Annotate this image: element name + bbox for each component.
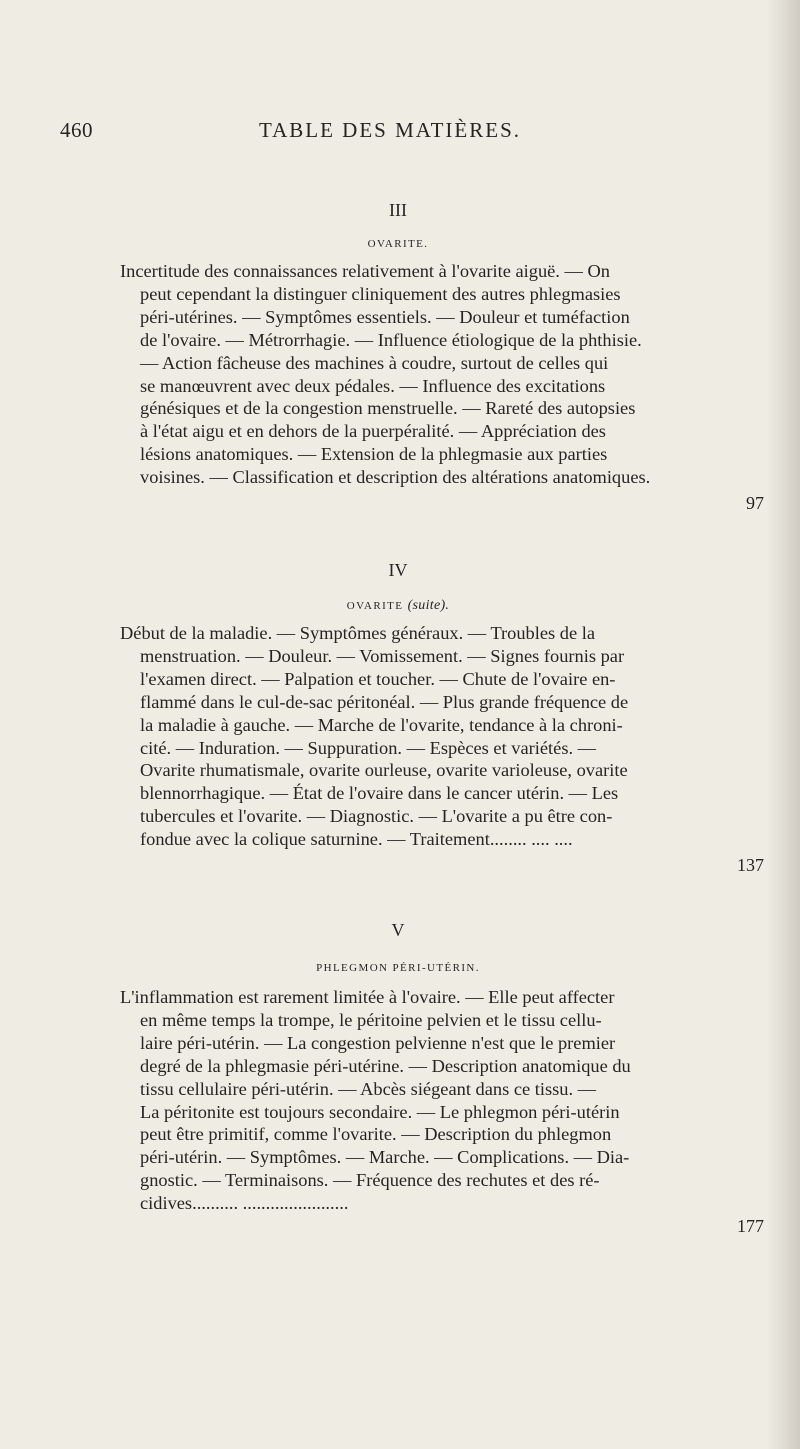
entry-line: La péritonite est toujours secondaire. — Le phlegmon péri-utérin: [140, 1101, 620, 1122]
entry-line: cité. — Induration. — Suppuration. — Espèces et variétés. —: [140, 737, 597, 758]
section-numeral: IV: [388, 560, 408, 580]
section-numeral: V: [391, 920, 405, 940]
section-heading: OVARITE.: [367, 238, 429, 250]
section-heading-text: OVARITE: [346, 600, 404, 612]
entry-line: péri-utérines. — Symptômes essentiels. — Douleur et tuméfaction: [140, 306, 630, 327]
page-number: 460: [60, 118, 93, 142]
section-heading: PHLEGMON PÉRI-UTÉRIN.: [316, 962, 480, 974]
running-title: TABLE DES MATIÈRES.: [258, 118, 522, 142]
entry-line: à l'état aigu et en dehors de la puerpéralité. — Appréciation des: [140, 421, 606, 442]
entry-line: lésions anatomiques. — Extension de la phlegmasie aux parties: [140, 444, 608, 465]
entry-line: Incertitude des connaissances relativement à l'ovarite aiguë. — On: [120, 261, 610, 281]
entry-line: peut être primitif, comme l'ovarite. — Description du phlegmon: [140, 1124, 612, 1145]
page-reference: 177: [737, 1216, 764, 1236]
entry-line: génésiques et de la congestion menstruelle. — Rareté des autopsies: [140, 398, 636, 419]
entry-line: tubercules et l'ovarite. — Diagnostic. — L'ovarite a pu être con-: [140, 806, 613, 827]
entry-line: Ovarite rhumatismale, ovarite ourleuse, ovarite varioleuse, ovarite: [140, 760, 628, 781]
entry-line: en même temps la trompe, le péritoine pelvien et le tissu cellu-: [140, 1009, 602, 1030]
entry-line: menstruation. — Douleur. — Vomissement. — Signes fournis par: [140, 645, 625, 666]
entry-line: péri-utérin. — Symptômes. — Marche. — Complications. — Dia-: [140, 1147, 630, 1168]
entry-line: flammé dans le cul-de-sac péritonéal. — Plus grande fréquence de: [140, 691, 629, 712]
entry-line: peut cependant la distinguer cliniquement des autres phlegmasies: [140, 283, 621, 304]
entry-line: degré de la phlegmasie péri-utérine. — Description anatomique du: [140, 1055, 631, 1076]
entry-line: l'examen direct. — Palpation et toucher. — Chute de l'ovaire en-: [140, 668, 616, 689]
entry-line: — Action fâcheuse des machines à coudre, surtout de celles qui: [140, 352, 609, 373]
entry-line: laire péri-utérin. — La congestion pelvienne n'est que le premier: [140, 1032, 616, 1053]
section-heading: [300, 598, 496, 614]
page-edge-shadow: [766, 0, 800, 1449]
page-reference: 137: [737, 855, 764, 875]
entry-line: tissu cellulaire péri-utérin. — Abcès siégeant dans ce tissu. —: [140, 1078, 597, 1099]
entry-line: de l'ovaire. — Métrorrhagie. — Influence étiologique de la phthisie.: [140, 329, 642, 350]
entry-line: cidives.......... .......................: [140, 1193, 349, 1214]
section-entry-text: [120, 622, 738, 851]
entry-line: voisines. — Classification et description des altérations anatomiques.: [140, 467, 651, 488]
entry-line: Début de la maladie. — Symptômes généraux. — Troubles de la: [120, 623, 596, 643]
page-header: [60, 118, 710, 144]
entry-line: blennorrhagique. — État de l'ovaire dans le cancer utérin. — Les: [140, 783, 619, 804]
section-numeral: III: [389, 200, 407, 220]
entry-line: se manœuvrent avec deux pédales. — Influence des excitations: [140, 375, 606, 396]
page-reference: 97: [746, 493, 764, 513]
entry-line: la maladie à gauche. — Marche de l'ovarite, tendance à la chroni-: [140, 714, 623, 735]
entry-line: L'inflammation est rarement limitée à l'ovaire. — Elle peut affecter: [120, 987, 615, 1007]
entry-line: gnostic. — Terminaisons. — Fréquence des rechutes et des ré-: [140, 1170, 600, 1191]
section-entry-text: [120, 260, 738, 489]
section-heading-suffix: (suite).: [407, 598, 450, 613]
entry-line: fondue avec la colique saturnine. — Traitement........ .... ....: [140, 829, 573, 850]
section-entry-text: [120, 986, 738, 1215]
